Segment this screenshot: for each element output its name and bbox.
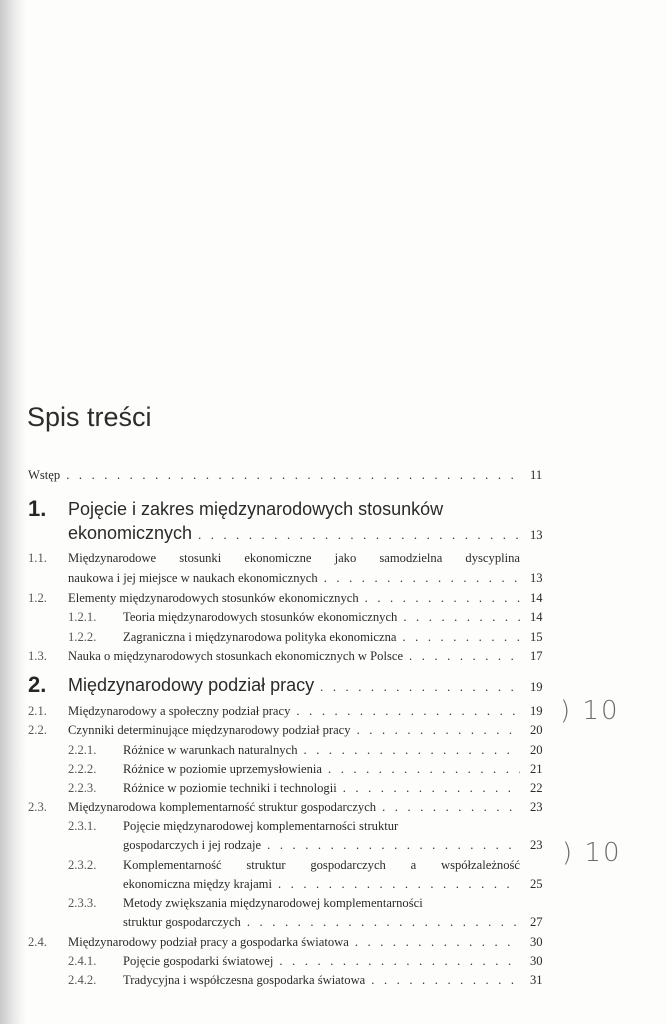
toc-entry-2-2-2 <box>28 759 558 779</box>
toc-entry-text: Międzynarodowy a społeczny podział pracy <box>68 704 291 718</box>
toc-entry-2-3-1-cont <box>28 835 558 855</box>
toc-page-number: 31 <box>530 973 543 987</box>
page-title: Spis treści <box>27 402 152 432</box>
toc-entry-number: 2.3. <box>28 800 47 814</box>
toc-entry-number: 1.2. <box>28 591 47 605</box>
toc-entry-number: 2.3.3. <box>68 896 97 910</box>
toc-entry-1-1 <box>28 548 558 568</box>
toc-page-number: 19 <box>530 680 543 694</box>
toc-entry-2-3-2 <box>28 855 558 875</box>
toc-entry-number: 2.4.2. <box>68 973 97 987</box>
toc-page-number: 13 <box>530 571 543 585</box>
toc-entry-2-4-1 <box>28 951 558 971</box>
toc-entry-intro <box>28 465 558 485</box>
page-gutter-shadow <box>0 0 26 1024</box>
toc-entry-text: Różnice w warunkach naturalnych <box>123 743 298 757</box>
toc-entry-1-2-1 <box>28 607 558 627</box>
toc-entry-text: Pojęcie gospodarki światowej <box>123 954 274 968</box>
chapter-2-heading <box>28 672 558 698</box>
toc-entry-text: Tradycyjna i współczesna gospodarka światowa <box>123 973 366 987</box>
toc-entry-2-2 <box>28 720 558 740</box>
toc-page-number: 30 <box>530 954 543 968</box>
toc-entry-1-3 <box>28 646 558 666</box>
toc-entry-text: struktur gospodarczych <box>123 915 241 929</box>
toc-entry-number: 1.2.2. <box>68 630 97 644</box>
toc-entry-text: Metody zwiększania międzynarodowej komplementarności <box>123 896 423 910</box>
toc-page-number: 23 <box>530 800 543 814</box>
toc-entry-number: 2.2.1. <box>68 743 97 757</box>
toc-page-number: 11 <box>530 468 543 482</box>
toc-page-number: 15 <box>530 630 543 644</box>
toc-entry-text: Różnice w poziomie techniki i technologii <box>123 781 337 795</box>
toc-page-number: 30 <box>530 935 543 949</box>
toc-entry-2-2-3 <box>28 778 558 798</box>
toc-entry-number: 1.1. <box>28 551 47 565</box>
toc-entry-2-4 <box>28 932 558 952</box>
toc-entry-number: 2.2. <box>28 723 47 737</box>
toc-entry-text: Teoria międzynarodowych stosunków ekonomicznych <box>123 610 398 624</box>
toc-page-number: 14 <box>530 610 543 624</box>
toc-entry-text: ekonomiczna między krajami <box>123 877 272 891</box>
toc-page-number: 22 <box>530 781 543 795</box>
toc-entry-2-2-1 <box>28 740 558 760</box>
toc-page-number: 23 <box>530 838 543 852</box>
chapter-title-line2: ekonomicznych <box>68 523 193 543</box>
toc-entry-text: Zagraniczna i międzynarodowa polityka ekonomiczna <box>123 630 397 644</box>
handwritten-note: ) 10 <box>560 696 620 726</box>
toc-entry-number: 1.3. <box>28 649 47 663</box>
toc-page-number: 27 <box>530 915 543 929</box>
toc-entry-number: 2.1. <box>28 704 47 718</box>
toc-page-number: 21 <box>530 762 543 776</box>
toc-page-number: 20 <box>530 743 543 757</box>
toc-entry-number: 2.2.2. <box>68 762 97 776</box>
toc-entry-text: Międzynarodowy podział pracy a gospodarka światowa <box>68 935 349 949</box>
toc-entry-1-2 <box>28 588 558 608</box>
toc-entry-text: Międzynarodowa komplementarność struktur gospodarczych <box>68 800 377 814</box>
chapter-number: 2. <box>28 672 47 697</box>
toc-page-number: 13 <box>530 528 543 542</box>
toc-page-number: 14 <box>530 591 543 605</box>
toc-entry-label: Wstęp <box>28 468 61 482</box>
toc-entry-1-2-2 <box>28 627 558 647</box>
toc-entry-number: 2.2.3. <box>68 781 97 795</box>
toc-page-number: 17 <box>530 649 543 663</box>
toc-entry-2-3-3-cont <box>28 912 558 932</box>
chapter-number: 1. <box>28 496 47 521</box>
toc-page-number: 20 <box>530 723 543 737</box>
toc-entry-2-3-2-cont <box>28 874 558 894</box>
toc-entry-text: naukowa i jej miejsce w naukach ekonomicznych <box>68 571 318 585</box>
toc-page-number: 19 <box>530 704 543 718</box>
toc-entry-text: Nauka o międzynarodowych stosunkach ekonomicznych w Polsce <box>68 649 404 663</box>
toc-entry-text: Pojęcie międzynarodowej komplementarności struktur <box>123 819 399 833</box>
chapter-title: Międzynarodowy podział pracy <box>68 675 315 695</box>
toc-entry-2-1 <box>28 701 558 721</box>
chapter-1-heading <box>28 496 558 522</box>
toc-entry-text: Czynniki determinujące międzynarodowy podział pracy <box>68 723 351 737</box>
toc-entry-number: 1.2.1. <box>68 610 97 624</box>
chapter-title-line1: Pojęcie i zakres międzynarodowych stosunków <box>68 499 444 519</box>
toc-entry-text: Elementy międzynarodowych stosunków ekonomicznych <box>68 591 359 605</box>
toc-entry-number: 2.4.1. <box>68 954 97 968</box>
toc-entry-1-1-cont <box>28 568 558 588</box>
handwritten-note: ) 10 <box>562 838 622 868</box>
toc-entry-text: Międzynarodowe stosunki ekonomiczne jako samodzielna dyscyplina <box>68 551 520 565</box>
toc-entry-text: Komplementarność struktur gospodarczych a współzależność <box>123 858 520 872</box>
toc-entry-2-4-2 <box>28 970 558 990</box>
toc-entry-number: 2.4. <box>28 935 47 949</box>
toc-entry-text: Różnice w poziomie uprzemysłowienia <box>123 762 322 776</box>
toc-entry-2-3-1 <box>28 816 558 836</box>
chapter-1-heading-cont <box>28 520 558 546</box>
toc-entry-number: 2.3.2. <box>68 858 97 872</box>
toc-entry-2-3-3 <box>28 893 558 913</box>
toc-page-number: 25 <box>530 877 543 891</box>
toc-entry-number: 2.3.1. <box>68 819 97 833</box>
toc-entry-2-3 <box>28 797 558 817</box>
toc-entry-text: gospodarczych i jej rodzaje <box>123 838 262 852</box>
